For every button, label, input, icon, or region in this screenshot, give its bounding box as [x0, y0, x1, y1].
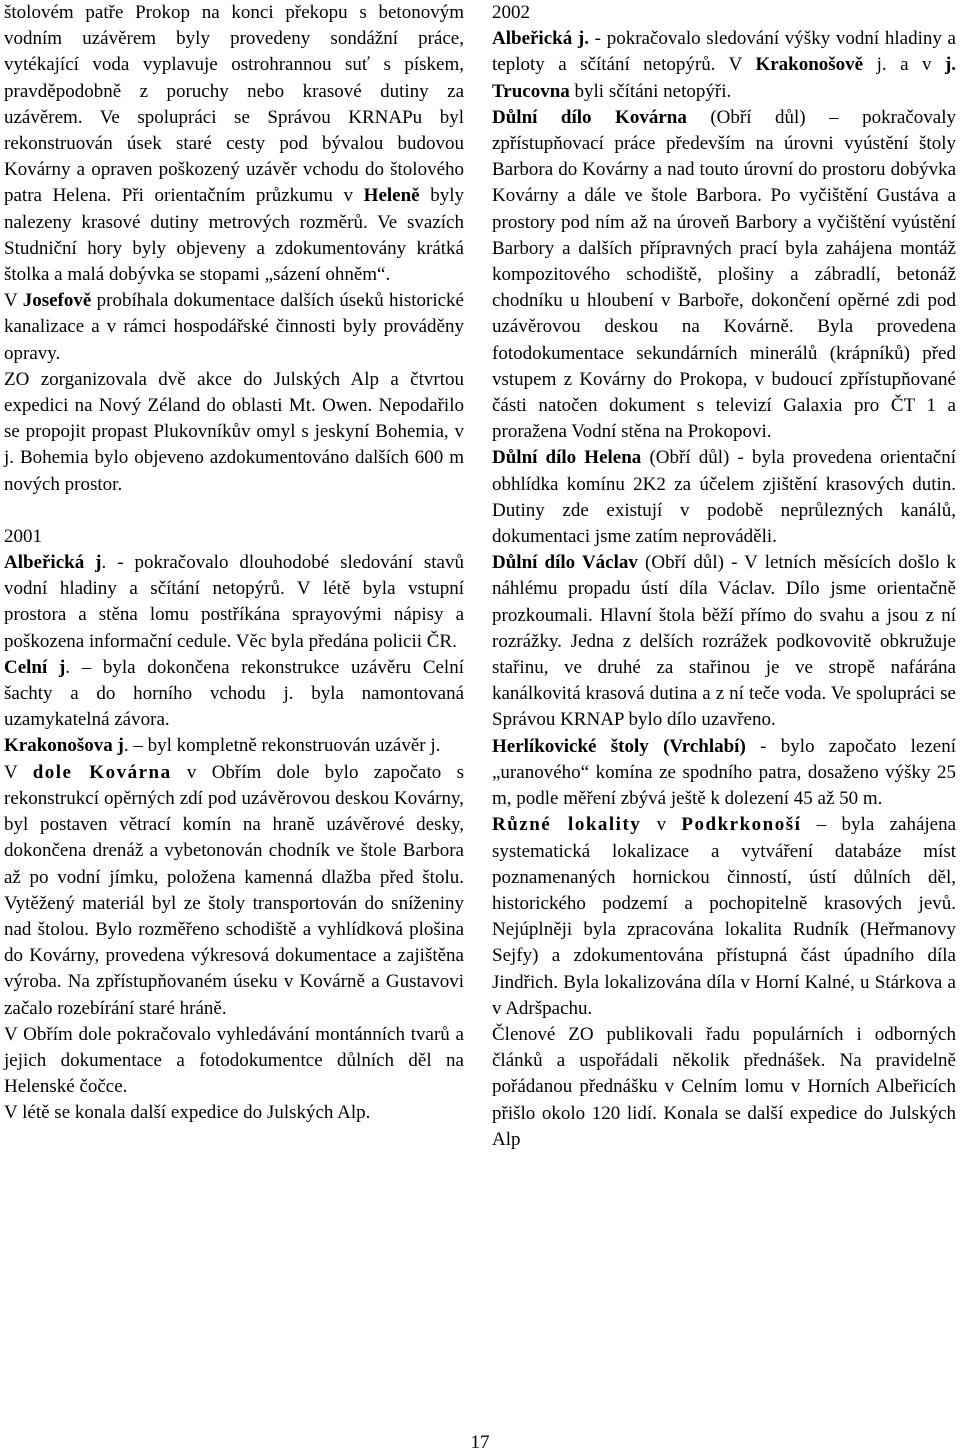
- paragraph: [492, 26, 956, 105]
- bold-term: Celní j: [4, 656, 66, 678]
- text-run: V létě se konala další expedice do Julských Alp.: [4, 1102, 371, 1124]
- text-run: - bylo započato lezení „uranového“ komína ze spodního patra, dosaženo výšky 25 m, podle měření zbývá ještě k dolezení 45 až 50 m.: [492, 735, 956, 810]
- bold-term: Různé lokality: [492, 814, 642, 836]
- page-number: 17: [470, 1432, 490, 1453]
- text-run: . – byla dokončena rekonstrukce uzávěru Celní šachty a do horního vchodu j. byla namontovaná uzamykatelná závora.: [4, 656, 464, 731]
- text-run: (Obří důl) – pokračovaly zpřístupňovací práce především na úrovni vyústění štoly Barbora do Kovárny a nad touto úrovní do prostoru dobývka Kovárny a dále ve štole Barbora. Po vyčištění Gustáva a prostory pod ním až na úroveň Barbory a vyčištění vyústění Barbory a dalších přípravných prací byla zahájena montáž kompozitového schodiště, plošiny a zábradlí, betonáž chodníku u hloubení v Barboře, dokončení opěrné zdi pod uzávěrovou deskou na Kovárně. Byla provedena fotodokumentace sekundárních minerálů (krápníků) před vstupem z Kovárny do Prokopa, v budoucí zpřístupňované části natočen dokument s televizí Galaxia pro ČT 1 a proražena Vodní stěna na Prokopovi.: [492, 106, 956, 443]
- text-run: . – byl kompletně rekonstruován uzávěr j.: [123, 735, 441, 757]
- text-run: V: [4, 290, 23, 312]
- paragraph: [4, 367, 464, 498]
- bold-term: Krakonošova j: [4, 735, 124, 757]
- paragraph: [4, 655, 464, 734]
- paragraph: [4, 0, 464, 288]
- bold-term: Josefově: [22, 290, 92, 312]
- bold-term: Albeřická j.: [492, 28, 589, 50]
- text-run: – byla zahájena systematická lokalizace a vytváření databáze míst poznamenaných hornickou činností, ústí důlních děl, historického podzemí a pochopitelně krasových jevů. Nejúplněji byla zpracována lokalita Rudník (Heřmanovy Sejfy) a zdokumentována přístupná část úpadního díla Jindřich. Byla lokalizována díla v Horní Kalné, u Stárkova a v Adršpachu.: [492, 814, 957, 1019]
- right-column: [492, 0, 956, 1153]
- paragraph: [492, 445, 956, 550]
- paragraph: [492, 1022, 956, 1153]
- bold-term: Krakonošově: [755, 54, 864, 76]
- text-run: štolovém patře Prokop na konci překopu s betonovým vodním uzávěrem byly provedeny sondážní práce, vytékající voda vyplavuje ostrohrannou suť s pískem, pravděpodobně z poruchy nebo krasové dutiny za uzávěrem. Ve spolupráci se Správou KRNAPu byl rekonstruován úsek staré cesty pod bývalou budovou Kovárny a opraven poškozený uzávěr vchodu do štolového patra Helena. Při orientačním průzkumu v: [4, 2, 464, 207]
- text-run: V: [4, 761, 33, 783]
- bold-term: Herlíkovické štoly (Vrchlabí): [492, 735, 746, 757]
- text-run: - pokračovalo sledování výšky vodní hladiny a teploty a sčítání netopýrů. V: [492, 28, 956, 76]
- paragraph: [4, 1100, 464, 1126]
- bold-term: dole Kovárna: [32, 761, 172, 783]
- bold-term: j. Trucovna: [492, 54, 957, 102]
- text-run: byly nalezeny krasové dutiny metrových rozměrů. Ve svazích Studniční hory byly objeveny a zdokumentovány krátká štolka a malá dobývka se stopami „sázení ohněm“.: [4, 185, 465, 286]
- paragraph: [4, 760, 464, 1022]
- paragraph: [4, 288, 464, 367]
- text-run: probíhala dokumentace dalších úseků historické kanalizace a v rámci hospodářské činnosti byly prováděny opravy.: [4, 290, 464, 364]
- bold-term: Důlní dílo Václav: [492, 552, 638, 574]
- year-heading: 2001: [4, 525, 42, 547]
- paragraph: [4, 733, 464, 759]
- paragraph: [492, 550, 956, 733]
- text-run: v: [641, 814, 682, 836]
- text-run: V Obřím dole pokračovalo vyhledávání montánních tvarů a jejich dokumentace a fotodokumentce důlních děl na Helenské čočce.: [4, 1023, 464, 1098]
- text-run: . - pokračovalo dlouhodobé sledování stavů vodní hladiny a sčítání netopýrů. V létě byla vstupní prostora a stěna lomu postříkána sprayovými nápisy a poškozena informační cedule. Věc byla předána policii ČR.: [4, 552, 464, 652]
- bold-term: Důlní dílo Kovárna: [492, 106, 687, 128]
- year-heading: 2002: [492, 2, 530, 23]
- text-run: ZO zorganizovala dvě akce do Julských Alp a čtvrtou expedici na Nový Zéland do oblasti Mt. Owen. Nepodařilo se propojit propast Plukovníkův omyl s jeskyní Bohemia, v j. Bohemia bylo objeveno azdokumentováno dalších 600 m nových prostor.: [4, 368, 464, 495]
- paragraph: [492, 734, 956, 813]
- paragraph: [492, 812, 956, 1022]
- text-run: Členové ZO publikovali řadu populárních i odborných článků a uspořádali několik přednášek. Na pravidelně pořádanou přednášku v Celním lomu v Horních Albeřicích přišlo okolo 120 lidí. Konala se další expedice do Julských Alp: [492, 1023, 956, 1150]
- left-column: [4, 0, 464, 1127]
- bold-term: Důlní dílo Helena: [492, 447, 642, 469]
- bold-term: Albeřická j: [4, 552, 102, 574]
- text-run: j. a v: [863, 54, 945, 76]
- paragraph: [4, 1022, 464, 1101]
- paragraph: [492, 105, 956, 446]
- bold-term: Podkrkonoší: [681, 814, 802, 836]
- text-run: byli sčítáni netopýři.: [569, 80, 732, 102]
- paragraph: [4, 550, 464, 655]
- text-run: (Obří důl) - byla provedena orientační obhlídka komínu 2K2 za účelem zjištění krasových dutin. Dutiny zde existují v podobě neprůlezných kanálů, dokumentaci jsme zatím neprováděli.: [492, 447, 957, 548]
- text-run: (Obří důl) - V letních měsících došlo k náhlému propadu ústí díla Václav. Dílo jsme orientačně prozkoumali. Hlavní štola běží přímo do svahu a jsou z ní rozrážky. Jedna z delších rozrážek podkovovitě obkružuje stařinu, ve druhé za stařinou je ve stropě nafárána kanálkovitá krasová dutina a z ní teče voda. Ve spolupráci se Správou KRNAP bylo dílo uzavřeno.: [492, 552, 956, 731]
- text-run: v Obřím dole bylo započato s rekonstrukcí opěrných zdí pod uzávěrovou deskou Kovárny, byl postaven větrací komín na hraně uzávěrové desky, dokončena drenáž a vybetonován chodník ve štole Barbora až po vodní jímku, položena kamenná dlažba před štolu. Vytěžený materiál byl ze štoly transportován do sníženiny nad štolou. Bylo rozměřeno schodiště a vyhlídková plošina do Kovárny, provedena výkresová dokumentace a zajištěna výroba. Na zpřístupňovaném úseku v Kovárně a Gustavovi začalo rozebírání staré hráně.: [4, 761, 464, 1019]
- bold-term: Heleně: [363, 185, 420, 207]
